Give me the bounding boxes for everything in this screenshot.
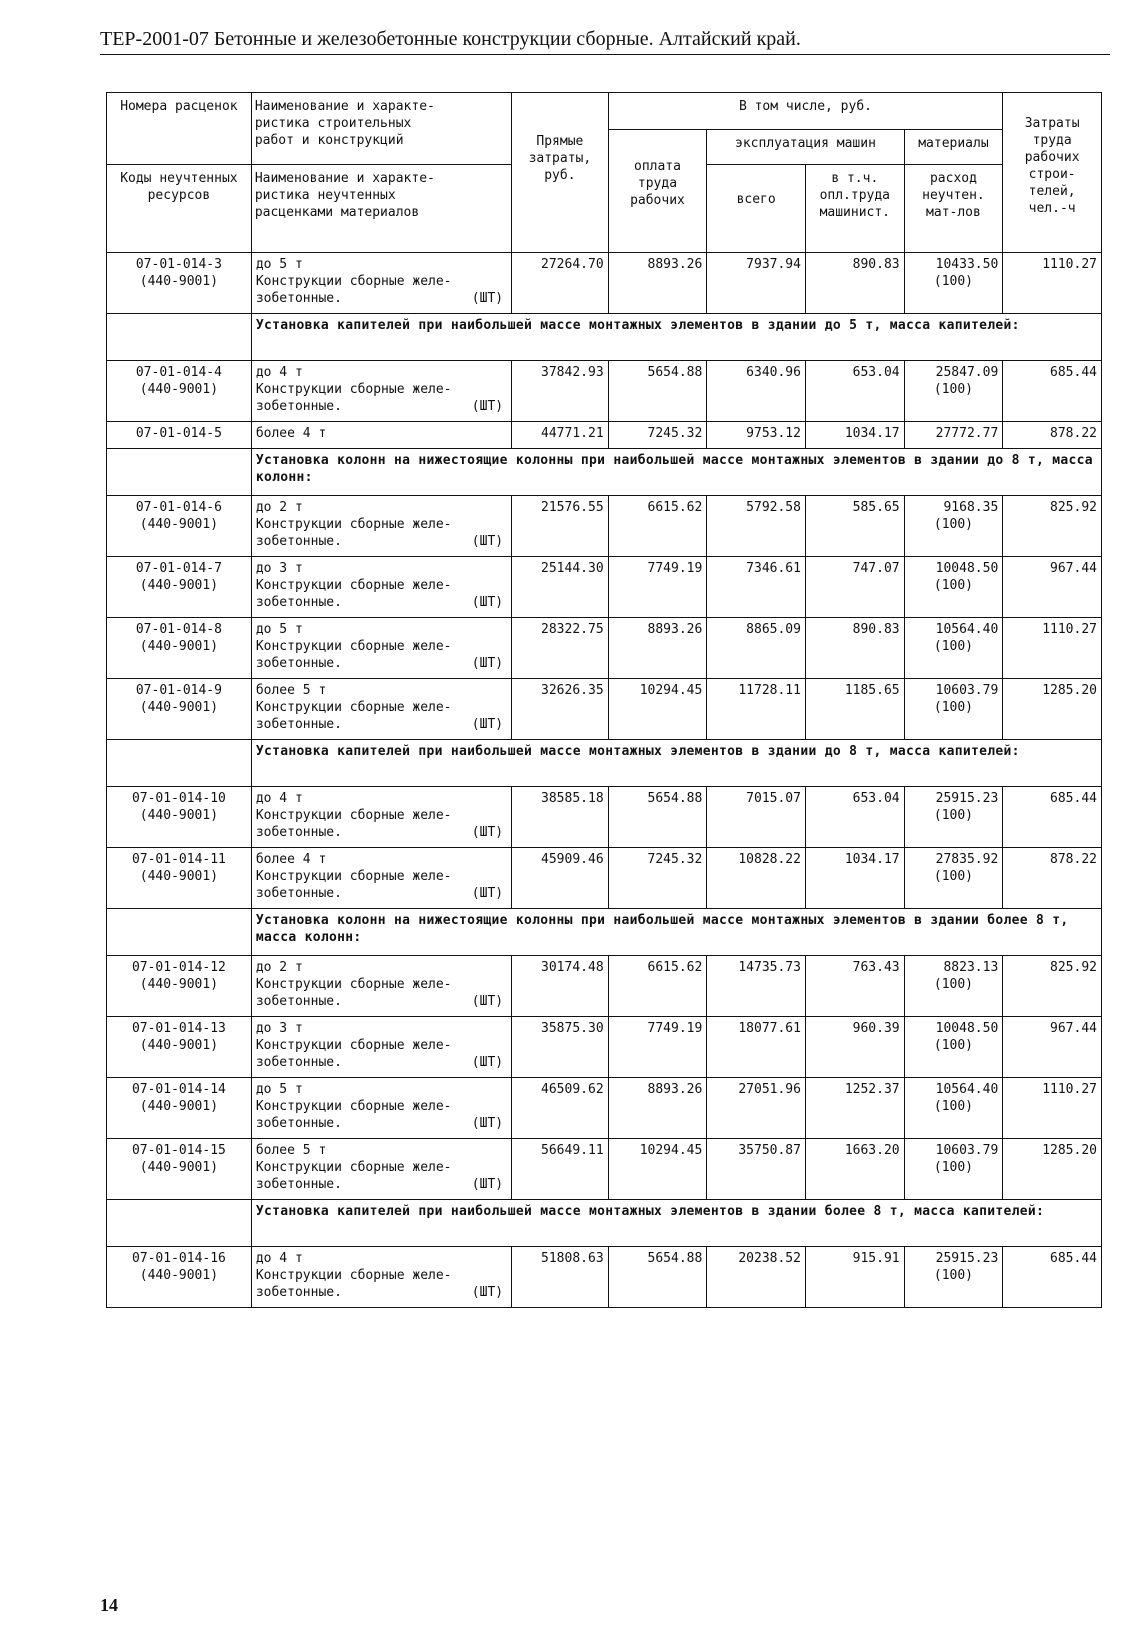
machines-wages-value: 1663.20 <box>805 1139 904 1200</box>
col-rate-number: Номера расценок <box>107 93 252 165</box>
labor-value: 825.92 <box>1003 496 1102 557</box>
machines-total-value: 7937.94 <box>707 253 806 314</box>
machines-wages-value: 960.39 <box>805 1017 904 1078</box>
mass-range: до 3 т <box>255 1021 303 1036</box>
material-line: зобетонные. <box>255 1116 342 1131</box>
material-text <box>256 716 507 733</box>
table-row <box>107 253 1102 314</box>
materials-quantity: (100) <box>933 382 974 397</box>
rate-code: 07-01-014-11 <box>131 852 226 867</box>
resource-code: (440-9001) <box>139 382 219 397</box>
section-title: Установка капителей при наибольшей массе монтажных элементов в здании до 8 т, масса капителей: <box>251 740 1101 787</box>
description-cell <box>251 1017 511 1078</box>
description-cell <box>251 1247 511 1308</box>
materials-cell <box>904 1017 1003 1078</box>
material-line: Конструкции сборные желе- <box>255 1268 452 1283</box>
material-text <box>256 1115 507 1132</box>
material-text <box>256 807 507 824</box>
material-unit: (ШТ) <box>471 595 504 610</box>
machines-total-value: 18077.61 <box>707 1017 806 1078</box>
col-direct-costs: Прямые затраты, руб. <box>512 93 609 253</box>
mass-range: до 2 т <box>255 960 303 975</box>
machines-wages-value: 1252.37 <box>805 1078 904 1139</box>
material-line: зобетонные. <box>255 399 342 414</box>
section-lead-cell <box>107 449 252 496</box>
material-unit: (ШТ) <box>471 825 504 840</box>
material-unit: (ШТ) <box>471 656 504 671</box>
mass-range: до 5 т <box>255 257 303 272</box>
table-row <box>107 618 1102 679</box>
rate-code: 07-01-014-16 <box>131 1251 226 1266</box>
material-line: зобетонные. <box>255 1177 342 1192</box>
materials-value: 27772.77 <box>935 426 999 441</box>
wages-value: 8893.26 <box>608 1078 707 1139</box>
machines-wages-value: 653.04 <box>805 787 904 848</box>
material-unit: (ШТ) <box>471 1055 504 1070</box>
rate-code-cell <box>107 1078 252 1139</box>
resource-code: (440-9001) <box>139 869 219 884</box>
materials-cell <box>904 1247 1003 1308</box>
labor-value: 1110.27 <box>1003 253 1102 314</box>
rate-code: 07-01-014-10 <box>131 791 226 806</box>
material-line: зобетонные. <box>255 291 342 306</box>
materials-quantity: (100) <box>933 1268 974 1283</box>
rate-code-cell <box>107 496 252 557</box>
materials-value: 25915.23 <box>935 1251 999 1266</box>
rate-code-cell <box>107 1247 252 1308</box>
direct-costs-value: 38585.18 <box>512 787 609 848</box>
materials-quantity: (100) <box>933 517 974 532</box>
material-text <box>256 533 507 550</box>
materials-quantity: (100) <box>933 700 974 715</box>
rate-code: 07-01-014-9 <box>135 683 222 698</box>
mass-range: до 4 т <box>255 1251 303 1266</box>
machines-total-value: 8865.09 <box>707 618 806 679</box>
materials-value: 10048.50 <box>935 1021 999 1036</box>
material-text <box>256 1098 507 1115</box>
material-line: Конструкции сборные желе- <box>255 517 452 532</box>
material-text <box>256 1176 507 1193</box>
material-unit: (ШТ) <box>471 1177 504 1192</box>
material-text <box>256 290 507 307</box>
wages-value: 7749.19 <box>608 557 707 618</box>
material-text <box>256 993 507 1010</box>
material-line: зобетонные. <box>255 994 342 1009</box>
table-row <box>107 557 1102 618</box>
col-machines-wages: в т.ч. опл.труда машинист. <box>805 165 904 253</box>
mass-range: до 4 т <box>255 365 303 380</box>
machines-total-value: 6340.96 <box>707 361 806 422</box>
rate-code-cell <box>107 618 252 679</box>
machines-wages-value: 763.43 <box>805 956 904 1017</box>
machines-wages-value: 585.65 <box>805 496 904 557</box>
wages-value: 5654.88 <box>608 361 707 422</box>
labor-value: 685.44 <box>1003 787 1102 848</box>
material-text <box>256 699 507 716</box>
materials-quantity: (100) <box>933 869 974 884</box>
material-line: зобетонные. <box>255 1055 342 1070</box>
materials-quantity: (100) <box>933 274 974 289</box>
direct-costs-value: 28322.75 <box>512 618 609 679</box>
section-lead-cell <box>107 1200 252 1247</box>
labor-value: 1110.27 <box>1003 618 1102 679</box>
machines-total-value: 5792.58 <box>707 496 806 557</box>
materials-cell <box>904 361 1003 422</box>
rate-code: 07-01-014-15 <box>131 1143 226 1158</box>
machines-total-value: 7015.07 <box>707 787 806 848</box>
material-text <box>256 398 507 415</box>
materials-cell <box>904 787 1003 848</box>
machines-total-value: 10828.22 <box>707 848 806 909</box>
materials-quantity: (100) <box>933 639 974 654</box>
material-unit: (ШТ) <box>471 291 504 306</box>
resource-code: (440-9001) <box>139 274 219 289</box>
machines-total-value: 27051.96 <box>707 1078 806 1139</box>
wages-value: 7245.32 <box>608 848 707 909</box>
col-wages: оплата труда рабочих <box>608 130 707 253</box>
material-line: зобетонные. <box>255 595 342 610</box>
section-row <box>107 449 1102 496</box>
col-labor: Затраты труда рабочих строи-телей, чел.-ч <box>1003 93 1102 253</box>
material-text <box>256 577 507 594</box>
mass-range: до 3 т <box>255 561 303 576</box>
table-row <box>107 496 1102 557</box>
resource-code: (440-9001) <box>139 639 219 654</box>
material-line: зобетонные. <box>255 656 342 671</box>
material-line: зобетонные. <box>255 534 342 549</box>
materials-quantity: (100) <box>933 1099 974 1114</box>
materials-quantity: (100) <box>933 977 974 992</box>
resource-code: (440-9001) <box>139 517 219 532</box>
section-lead-cell <box>107 740 252 787</box>
rate-code-cell <box>107 361 252 422</box>
machines-wages-value: 747.07 <box>805 557 904 618</box>
materials-quantity: (100) <box>933 578 974 593</box>
materials-value: 10564.40 <box>935 622 999 637</box>
page-number: 14 <box>100 1595 118 1615</box>
rate-code-cell <box>107 848 252 909</box>
materials-value: 10433.50 <box>935 257 999 272</box>
machines-total-value: 7346.61 <box>707 557 806 618</box>
resource-code: (440-9001) <box>139 700 219 715</box>
labor-value: 967.44 <box>1003 557 1102 618</box>
materials-value: 27835.92 <box>935 852 999 867</box>
table-row <box>107 679 1102 740</box>
material-text <box>256 594 507 611</box>
mass-range: более 5 т <box>255 683 327 698</box>
materials-cell <box>904 618 1003 679</box>
labor-value: 685.44 <box>1003 1247 1102 1308</box>
material-text <box>256 824 507 841</box>
materials-value: 9168.35 <box>943 500 999 515</box>
table-row <box>107 361 1102 422</box>
description-cell <box>251 956 511 1017</box>
rate-code-cell <box>107 253 252 314</box>
material-unit: (ШТ) <box>471 534 504 549</box>
material-text <box>256 1037 507 1054</box>
material-text <box>256 1159 507 1176</box>
material-line: зобетонные. <box>255 1285 342 1300</box>
material-text <box>256 976 507 993</box>
wages-value: 7749.19 <box>608 1017 707 1078</box>
machines-wages-value: 1034.17 <box>805 848 904 909</box>
materials-cell <box>904 496 1003 557</box>
material-line: Конструкции сборные желе- <box>255 274 452 289</box>
material-text <box>256 273 507 290</box>
material-line: зобетонные. <box>255 825 342 840</box>
materials-cell <box>904 1078 1003 1139</box>
material-text <box>256 516 507 533</box>
resource-code: (440-9001) <box>139 1099 219 1114</box>
materials-value: 25915.23 <box>935 791 999 806</box>
machines-total-value: 20238.52 <box>707 1247 806 1308</box>
rate-code: 07-01-014-5 <box>135 426 222 441</box>
section-lead-cell <box>107 314 252 361</box>
page-header: ТЕР-2001-07 Бетонные и железобетонные конструкции сборные. Алтайский край. <box>100 28 801 50</box>
col-incl: В том числе, руб. <box>608 93 1003 130</box>
material-text <box>256 1054 507 1071</box>
material-text <box>256 885 507 902</box>
materials-value: 10603.79 <box>935 683 999 698</box>
material-text <box>256 1284 507 1301</box>
labor-value: 685.44 <box>1003 361 1102 422</box>
materials-cell <box>904 557 1003 618</box>
material-line: Конструкции сборные желе- <box>255 869 452 884</box>
material-line: Конструкции сборные желе- <box>255 977 452 992</box>
material-unit: (ШТ) <box>471 717 504 732</box>
col-materials-unaccounted: расход неучтен. мат-лов <box>904 165 1003 253</box>
resource-code: (440-9001) <box>139 808 219 823</box>
machines-wages-value: 890.83 <box>805 253 904 314</box>
material-text <box>256 638 507 655</box>
section-title: Установка колонн на нижестоящие колонны при наибольшей массе монтажных элементов в здании более 8 т, масса колонн: <box>251 909 1101 956</box>
materials-cell <box>904 848 1003 909</box>
rate-code: 07-01-014-4 <box>135 365 222 380</box>
rate-code-cell <box>107 1017 252 1078</box>
machines-wages-value: 1034.17 <box>805 422 904 449</box>
table-row <box>107 1139 1102 1200</box>
material-unit: (ШТ) <box>471 886 504 901</box>
material-unit: (ШТ) <box>471 399 504 414</box>
rate-code-cell <box>107 557 252 618</box>
description-cell <box>251 679 511 740</box>
wages-value: 5654.88 <box>608 1247 707 1308</box>
rate-code-cell <box>107 1139 252 1200</box>
col-unaccounted-name: Наименование и характе- ристика неучтенных расценками материалов <box>251 165 511 253</box>
wages-value: 6615.62 <box>608 496 707 557</box>
direct-costs-value: 45909.46 <box>512 848 609 909</box>
material-line: Конструкции сборные желе- <box>255 639 452 654</box>
materials-quantity: (100) <box>933 1038 974 1053</box>
description-cell <box>251 618 511 679</box>
rate-code: 07-01-014-8 <box>135 622 222 637</box>
rates-table <box>106 92 1102 1308</box>
direct-costs-value: 27264.70 <box>512 253 609 314</box>
direct-costs-value: 44771.21 <box>512 422 609 449</box>
direct-costs-value: 35875.30 <box>512 1017 609 1078</box>
rate-code: 07-01-014-14 <box>131 1082 226 1097</box>
material-line: Конструкции сборные желе- <box>255 1160 452 1175</box>
material-line: Конструкции сборные желе- <box>255 1099 452 1114</box>
machines-wages-value: 915.91 <box>805 1247 904 1308</box>
direct-costs-value: 30174.48 <box>512 956 609 1017</box>
materials-value: 10564.40 <box>935 1082 999 1097</box>
materials-cell <box>904 679 1003 740</box>
mass-range: до 4 т <box>255 791 303 806</box>
labor-value: 1285.20 <box>1003 679 1102 740</box>
table-row <box>107 848 1102 909</box>
section-title: Установка колонн на нижестоящие колонны при наибольшей массе монтажных элементов в здании до 8 т, масса колонн: <box>251 449 1101 496</box>
materials-value: 10603.79 <box>935 1143 999 1158</box>
direct-costs-value: 51808.63 <box>512 1247 609 1308</box>
section-row <box>107 909 1102 956</box>
rate-code: 07-01-014-13 <box>131 1021 226 1036</box>
material-line: Конструкции сборные желе- <box>255 578 452 593</box>
rate-code-cell <box>107 956 252 1017</box>
section-lead-cell <box>107 909 252 956</box>
materials-quantity: (100) <box>933 808 974 823</box>
table-row <box>107 956 1102 1017</box>
material-text <box>256 381 507 398</box>
labor-value: 967.44 <box>1003 1017 1102 1078</box>
mass-range: более 4 т <box>255 426 327 441</box>
col-resource-codes: Коды неучтенных ресурсов <box>107 165 252 253</box>
table-row <box>107 422 1102 449</box>
direct-costs-value: 37842.93 <box>512 361 609 422</box>
col-machines-total: всего <box>707 165 806 253</box>
section-row <box>107 1200 1102 1247</box>
material-line: зобетонные. <box>255 717 342 732</box>
material-unit: (ШТ) <box>471 1116 504 1131</box>
section-row <box>107 314 1102 361</box>
material-line: Конструкции сборные желе- <box>255 808 452 823</box>
wages-value: 8893.26 <box>608 253 707 314</box>
rate-code: 07-01-014-6 <box>135 500 222 515</box>
machines-wages-value: 890.83 <box>805 618 904 679</box>
material-text <box>256 655 507 672</box>
description-cell <box>251 557 511 618</box>
labor-value: 878.22 <box>1003 848 1102 909</box>
materials-cell <box>904 422 1003 449</box>
section-title: Установка капителей при наибольшей массе монтажных элементов в здании более 8 т, масса капителей: <box>251 1200 1101 1247</box>
material-line: зобетонные. <box>255 886 342 901</box>
machines-wages-value: 1185.65 <box>805 679 904 740</box>
description-cell <box>251 422 511 449</box>
direct-costs-value: 32626.35 <box>512 679 609 740</box>
machines-total-value: 11728.11 <box>707 679 806 740</box>
mass-range: до 5 т <box>255 622 303 637</box>
mass-range: более 5 т <box>255 1143 327 1158</box>
col-materials: материалы <box>904 130 1003 165</box>
wages-value: 7245.32 <box>608 422 707 449</box>
direct-costs-value: 25144.30 <box>512 557 609 618</box>
mass-range: до 5 т <box>255 1082 303 1097</box>
rate-code-cell <box>107 422 252 449</box>
resource-code: (440-9001) <box>139 1268 219 1283</box>
labor-value: 878.22 <box>1003 422 1102 449</box>
materials-cell <box>904 1139 1003 1200</box>
machines-total-value: 35750.87 <box>707 1139 806 1200</box>
direct-costs-value: 46509.62 <box>512 1078 609 1139</box>
materials-quantity: (100) <box>933 1160 974 1175</box>
material-line: Конструкции сборные желе- <box>255 700 452 715</box>
table-body <box>107 253 1102 1308</box>
col-machines: эксплуатация машин <box>707 130 904 165</box>
material-unit: (ШТ) <box>471 1285 504 1300</box>
direct-costs-value: 21576.55 <box>512 496 609 557</box>
table-header <box>107 93 1102 253</box>
material-text <box>256 1267 507 1284</box>
resource-code: (440-9001) <box>139 578 219 593</box>
materials-cell <box>904 956 1003 1017</box>
wages-value: 6615.62 <box>608 956 707 1017</box>
description-cell <box>251 361 511 422</box>
materials-value: 10048.50 <box>935 561 999 576</box>
material-text <box>256 868 507 885</box>
wages-value: 10294.45 <box>608 1139 707 1200</box>
description-cell <box>251 1139 511 1200</box>
material-line: Конструкции сборные желе- <box>255 382 452 397</box>
machines-total-value: 14735.73 <box>707 956 806 1017</box>
wages-value: 5654.88 <box>608 787 707 848</box>
wages-value: 10294.45 <box>608 679 707 740</box>
materials-value: 8823.13 <box>943 960 999 975</box>
mass-range: более 4 т <box>255 852 327 867</box>
resource-code: (440-9001) <box>139 1160 219 1175</box>
machines-total-value: 9753.12 <box>707 422 806 449</box>
description-cell <box>251 1078 511 1139</box>
col-name: Наименование и характе- ристика строительных работ и конструкций <box>251 93 511 165</box>
description-cell <box>251 496 511 557</box>
resource-code: (440-9001) <box>139 1038 219 1053</box>
labor-value: 1285.20 <box>1003 1139 1102 1200</box>
materials-value: 25847.09 <box>935 365 999 380</box>
labor-value: 825.92 <box>1003 956 1102 1017</box>
material-unit: (ШТ) <box>471 994 504 1009</box>
material-line: Конструкции сборные желе- <box>255 1038 452 1053</box>
labor-value: 1110.27 <box>1003 1078 1102 1139</box>
table-row <box>107 787 1102 848</box>
materials-cell <box>904 253 1003 314</box>
rate-code-cell <box>107 679 252 740</box>
wages-value: 8893.26 <box>608 618 707 679</box>
section-title: Установка капителей при наибольшей массе монтажных элементов в здании до 5 т, масса капителей: <box>251 314 1101 361</box>
rate-code-cell <box>107 787 252 848</box>
header-rule <box>100 54 1110 55</box>
description-cell <box>251 787 511 848</box>
machines-wages-value: 653.04 <box>805 361 904 422</box>
resource-code: (440-9001) <box>139 977 219 992</box>
rate-code: 07-01-014-12 <box>131 960 226 975</box>
table-row <box>107 1078 1102 1139</box>
rate-code: 07-01-014-3 <box>135 257 222 272</box>
table-row <box>107 1017 1102 1078</box>
rate-code: 07-01-014-7 <box>135 561 222 576</box>
section-row <box>107 740 1102 787</box>
direct-costs-value: 56649.11 <box>512 1139 609 1200</box>
description-cell <box>251 253 511 314</box>
table-row <box>107 1247 1102 1308</box>
description-cell <box>251 848 511 909</box>
mass-range: до 2 т <box>255 500 303 515</box>
